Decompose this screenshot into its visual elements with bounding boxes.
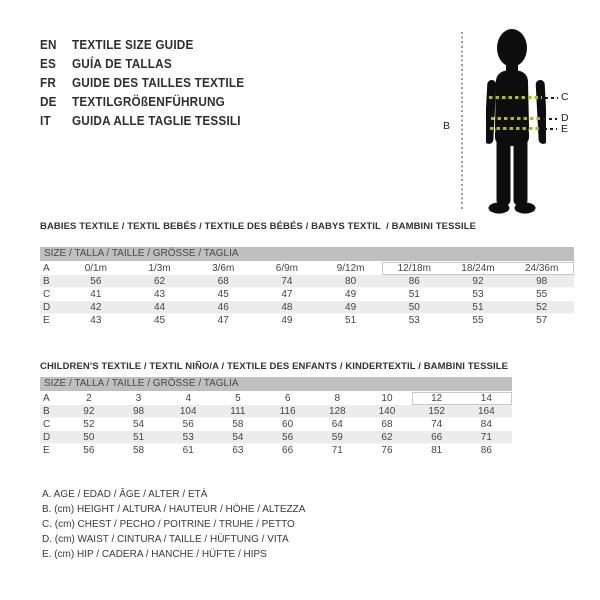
language-label: GUIDE DES TAILLES TEXTILE <box>71 76 245 90</box>
size-cell: 1/3m <box>148 263 171 274</box>
measurement-legend <box>42 487 305 562</box>
children-table-title: CHILDREN'S TEXTILE / TEXTIL NIÑO/A / TEXTILE DES ENFANTS / KINDERTEXTIL / BAMBINI TESSILE <box>40 361 509 372</box>
waist-label-d: D <box>561 112 569 124</box>
size-cell: 49 <box>281 315 293 326</box>
size-cell: 42 <box>90 302 102 313</box>
size-cell: 53 <box>408 315 420 326</box>
hip-measure-line <box>490 127 541 130</box>
row-label: C <box>43 289 51 300</box>
language-label: TEXTILE SIZE GUIDE <box>71 38 194 52</box>
size-cell: 81 <box>431 445 443 456</box>
language-label: GUÍA DE TALLAS <box>71 57 172 71</box>
size-row-c <box>40 418 512 431</box>
size-row-c <box>40 288 574 301</box>
language-label: TEXTILGRÖßENFÜHRUNG <box>71 95 226 109</box>
size-cell: 9/12m <box>336 263 365 274</box>
size-cell: 51 <box>408 289 420 300</box>
size-cell: 128 <box>328 406 346 417</box>
size-cell: 6/9m <box>275 263 299 274</box>
row-label: D <box>43 432 51 443</box>
size-cell: 52 <box>83 419 95 430</box>
size-header-row: SIZE / TALLA / TAILLE / GRÖSSE / TAGLIA <box>40 377 512 391</box>
babies-size-table <box>40 247 574 327</box>
size-row-b <box>40 405 512 418</box>
size-cell: 5 <box>235 393 241 404</box>
size-cell: 51 <box>345 315 357 326</box>
children-table-body <box>40 392 512 457</box>
size-cell: 66 <box>431 432 443 443</box>
row-label: C <box>43 419 51 430</box>
size-cell: 62 <box>381 432 393 443</box>
height-measure-line <box>461 32 463 210</box>
legend-chest: C. (cm) CHEST / PECHO / POITRINE / TRUHE / PETTO <box>42 519 295 530</box>
size-cell: 61 <box>182 445 194 456</box>
size-cell: 0/1m <box>84 263 107 274</box>
chest-label-c: C <box>561 91 569 103</box>
language-code: DE <box>40 95 57 109</box>
size-cell: 74 <box>281 276 293 287</box>
size-cell: 47 <box>217 315 229 326</box>
size-cell: 3 <box>135 393 142 404</box>
size-cell: 111 <box>230 406 246 417</box>
row-label: E <box>43 315 50 326</box>
size-cell: 68 <box>217 276 229 287</box>
size-cell: 45 <box>217 289 229 300</box>
size-cell: 98 <box>536 276 548 287</box>
row-label: E <box>43 445 50 456</box>
size-cell: 4 <box>185 393 191 404</box>
size-cell: 6 <box>284 393 291 404</box>
size-cell: 54 <box>232 432 244 443</box>
size-cell: 53 <box>182 432 194 443</box>
language-code: ES <box>40 57 57 71</box>
size-cell: 86 <box>408 276 420 287</box>
row-label: D <box>43 302 51 313</box>
size-cell: 50 <box>83 432 95 443</box>
size-cell: 64 <box>331 419 343 430</box>
size-cell: 41 <box>90 289 102 300</box>
waist-measure-line <box>491 117 540 120</box>
size-cell: 76 <box>381 445 393 456</box>
size-cell: 57 <box>536 315 548 326</box>
size-cell: 98 <box>132 406 145 417</box>
size-cell: 24/36m <box>524 263 559 274</box>
size-cell: 3/6m <box>212 263 235 274</box>
row-label: B <box>43 406 50 417</box>
size-cell: 55 <box>536 289 548 300</box>
babies-table-body <box>40 262 574 327</box>
language-code: FR <box>40 76 57 90</box>
size-cell: 47 <box>281 289 293 300</box>
hip-label-e: E <box>561 123 569 135</box>
size-cell: 14 <box>480 393 492 404</box>
legend-waist: D. (cm) WAIST / CINTURA / TAILLE / HÜFTUNG / VITA <box>42 534 289 545</box>
size-row-a <box>40 392 512 405</box>
chest-measure-line <box>489 96 542 99</box>
legend-height: B. (cm) HEIGHT / ALTURA / HAUTEUR / HÖHE / ALTEZZA <box>42 504 306 515</box>
size-cell: 152 <box>428 406 445 417</box>
size-cell: 58 <box>232 419 244 430</box>
size-cell: 86 <box>480 445 492 456</box>
children-size-table <box>40 377 512 457</box>
babies-table-title: BABIES TEXTILE / TEXTIL BEBÉS / TEXTILE DES BÉBÉS / BABYS TEXTIL / BAMBINI TESSILE <box>40 221 477 232</box>
size-cell: 74 <box>431 419 443 430</box>
size-cell: 56 <box>282 432 294 443</box>
row-label: B <box>43 276 50 287</box>
size-cell: 54 <box>132 419 145 430</box>
size-cell: 50 <box>408 302 420 313</box>
size-cell: 53 <box>472 289 484 300</box>
size-row-e <box>40 314 574 327</box>
size-cell: 56 <box>90 276 102 287</box>
measurement-figure <box>0 0 600 240</box>
size-cell: 2 <box>86 393 92 404</box>
size-row-b <box>40 275 574 288</box>
language-label: GUIDA ALLE TAGLIE TESSILI <box>71 114 241 128</box>
size-cell: 48 <box>281 302 293 313</box>
size-cell: 43 <box>153 289 166 300</box>
legend-age: A. AGE / EDAD / ÂGE / ALTER / ETÀ <box>42 489 208 500</box>
legend-hip: E. (cm) HIP / CADERA / HANCHE / HÜFTE / HIPS <box>42 549 267 560</box>
child-silhouette-icon <box>486 28 546 216</box>
size-cell: 104 <box>179 406 197 417</box>
size-cell: 49 <box>345 302 357 313</box>
size-cell: 62 <box>153 276 166 287</box>
size-cell: 56 <box>83 445 95 456</box>
size-row-d <box>40 301 574 314</box>
size-cell: 56 <box>182 419 194 430</box>
size-cell: 8 <box>334 393 341 404</box>
size-cell: 59 <box>331 432 343 443</box>
size-row-d <box>40 431 512 444</box>
size-cell: 12 <box>431 393 443 404</box>
row-label: A <box>43 393 50 404</box>
chest-leader-line <box>545 97 558 99</box>
size-cell: 45 <box>153 315 166 326</box>
size-cell: 51 <box>132 432 145 443</box>
size-cell: 71 <box>480 432 492 443</box>
size-cell: 55 <box>472 315 484 326</box>
size-cell: 164 <box>478 406 495 417</box>
size-cell: 84 <box>480 419 492 430</box>
size-cell: 43 <box>90 315 102 326</box>
waist-leader-line <box>543 118 557 120</box>
size-cell: 10 <box>381 393 393 404</box>
size-cell: 46 <box>217 302 229 313</box>
hip-leader-line <box>544 128 557 130</box>
size-cell: 58 <box>132 445 145 456</box>
size-cell: 12/18m <box>397 263 431 274</box>
size-cell: 140 <box>378 406 396 417</box>
size-cell: 18/24m <box>461 263 495 274</box>
size-cell: 71 <box>331 445 343 456</box>
size-row-e <box>40 444 512 457</box>
row-label: A <box>43 263 50 274</box>
size-cell: 63 <box>232 445 244 456</box>
size-cell: 80 <box>345 276 357 287</box>
height-label-b: B <box>443 120 451 132</box>
size-cell: 51 <box>472 302 484 313</box>
size-cell: 66 <box>282 445 294 456</box>
language-code: IT <box>40 114 51 128</box>
size-row-a <box>40 262 574 275</box>
language-code: EN <box>40 38 57 52</box>
size-cell: 92 <box>83 406 95 417</box>
size-cell: 60 <box>282 419 294 430</box>
size-cell: 44 <box>153 302 166 313</box>
size-cell: 116 <box>279 406 296 417</box>
size-cell: 92 <box>472 276 484 287</box>
size-cell: 68 <box>381 419 393 430</box>
size-cell: 49 <box>345 289 357 300</box>
size-cell: 52 <box>536 302 548 313</box>
size-header-row: SIZE / TALLA / TAILLE / GRÖSSE / TAGLIA <box>40 247 574 261</box>
